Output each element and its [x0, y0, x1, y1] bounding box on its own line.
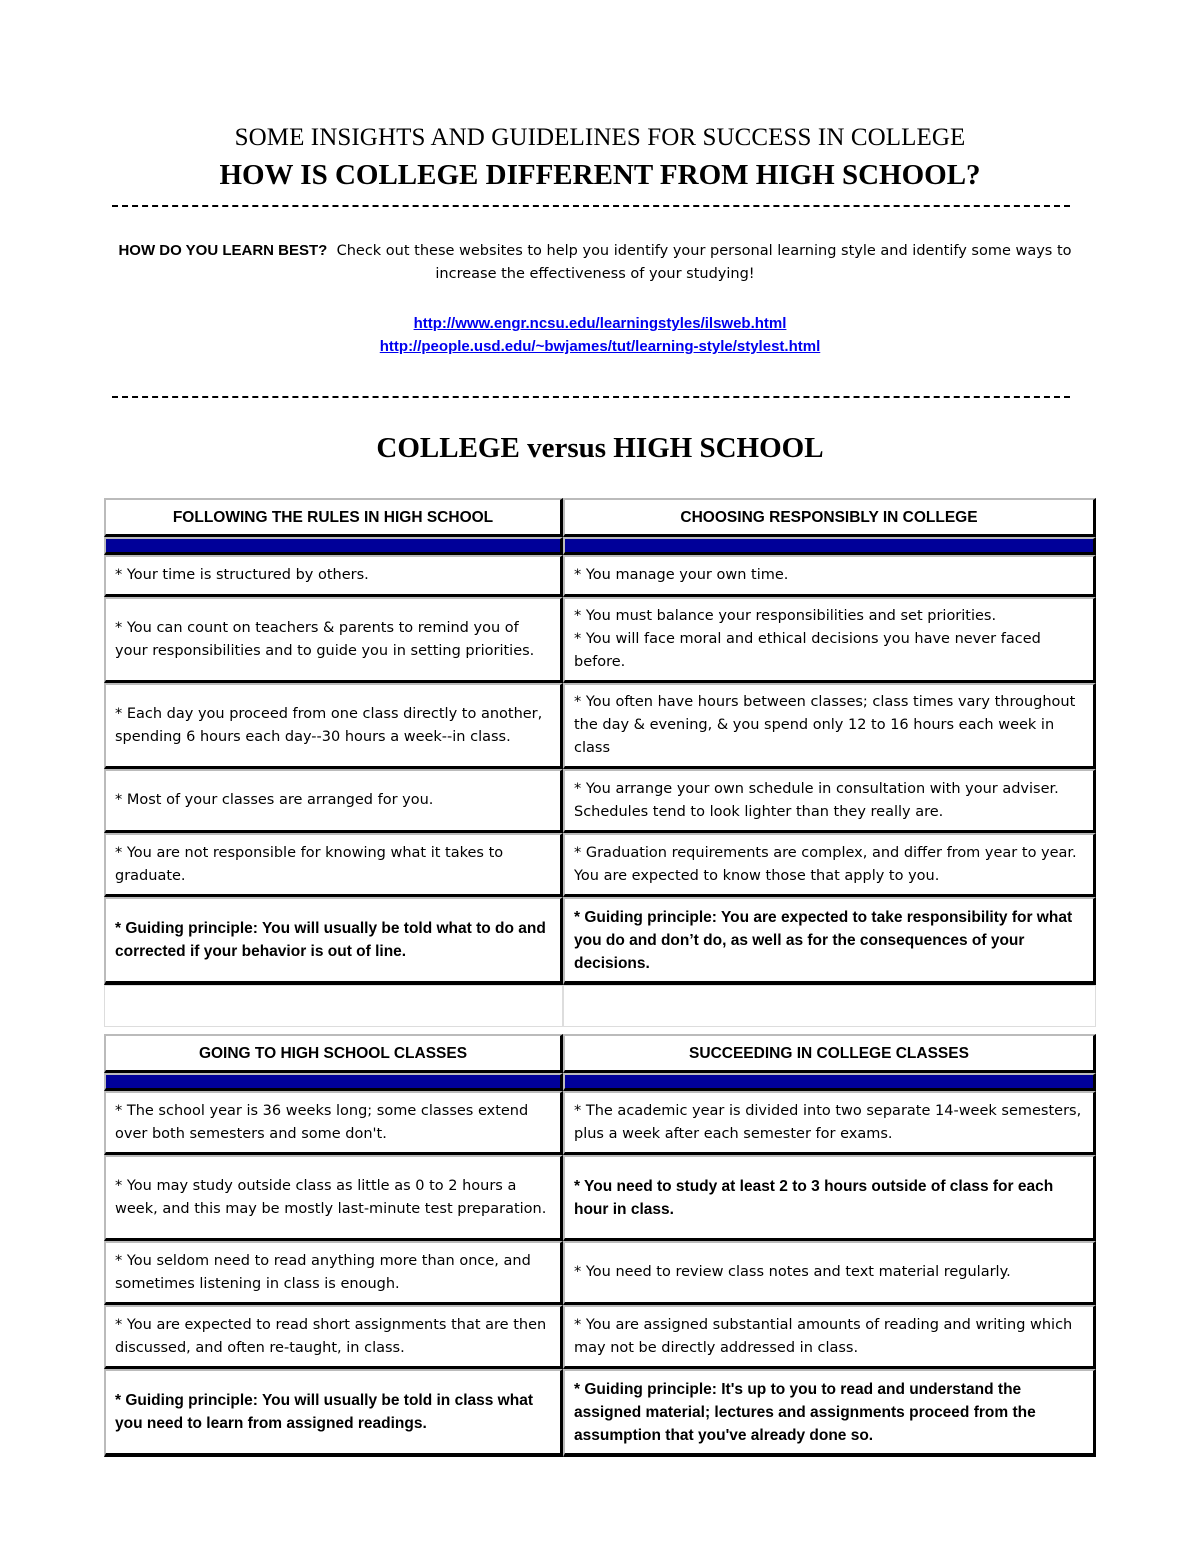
intro-paragraph	[100, 239, 1090, 286]
dashed-divider	[112, 205, 1070, 207]
table-cell: * You may study outside class as little as 0 to 2 hours a week, and this may be mostly last-minute test preparation.	[104, 1155, 563, 1241]
table-cell: * You often have hours between classes; class times vary throughout the day & evening, & you spend only 12 to 16 hours each week in class	[563, 683, 1096, 769]
table-cell: * You seldom need to read anything more than once, and sometimes listening in class is enough.	[104, 1241, 563, 1305]
spacer-cell	[104, 985, 563, 1027]
table-cell: * You are not responsible for knowing what it takes to graduate.	[104, 833, 563, 897]
document-supertitle: SOME INSIGHTS AND GUIDELINES FOR SUCCESS IN COLLEGE	[234, 124, 966, 151]
intro-text: Check out these websites to help you identify your personal learning style and identify some ways to increase the effectiveness of your studying!	[336, 243, 1072, 282]
table-cell: * You need to review class notes and text material regularly.	[563, 1241, 1096, 1305]
intro-lead: HOW DO YOU LEARN BEST?	[118, 242, 328, 259]
table-cell: * The school year is 36 weeks long; some classes extend over both semesters and some don't.	[104, 1091, 563, 1155]
learning-style-test-link[interactable]: http://people.usd.edu/~bwjames/tut/learning-style/stylest.html	[379, 338, 821, 355]
table-cell: * You manage your own time.	[563, 555, 1096, 597]
table-cell: * You are assigned substantial amounts of reading and writing which may not be directly addressed in class.	[563, 1305, 1096, 1369]
spacer-cell	[563, 985, 1096, 1027]
table-cell: * Most of your classes are arranged for you.	[104, 769, 563, 833]
links-list	[0, 312, 1200, 358]
rules-vs-responsibility-table	[104, 498, 1096, 1027]
table-cell: * Graduation requirements are complex, and differ from year to year. You are expected to know those that apply to you.	[563, 833, 1096, 897]
table-header-college: SUCCEEDING IN COLLEGE CLASSES	[563, 1034, 1096, 1073]
document-title: HOW IS COLLEGE DIFFERENT FROM HIGH SCHOOL?	[219, 159, 981, 191]
section-title: COLLEGE versus HIGH SCHOOL	[376, 432, 824, 464]
color-bar	[563, 537, 1096, 555]
table-cell: * You must balance your responsibilities and set priorities. * You will face moral and ethical decisions you have never faced before.	[563, 597, 1096, 683]
table-header-high-school: GOING TO HIGH SCHOOL CLASSES	[104, 1034, 563, 1073]
guiding-principle-cell: * Guiding principle: You will usually be told what to do and corrected if your behavior is out of line.	[104, 897, 563, 985]
table-cell: * You arrange your own schedule in consultation with your adviser. Schedules tend to look lighter than they really are.	[563, 769, 1096, 833]
table-cell: * You can count on teachers & parents to remind you of your responsibilities and to guide you in setting priorities.	[104, 597, 563, 683]
guiding-principle-cell: * Guiding principle: You will usually be told in class what you need to learn from assigned readings.	[104, 1369, 563, 1457]
table-cell: * You are expected to read short assignments that are then discussed, and often re-taught, in class.	[104, 1305, 563, 1369]
table-header-high-school: FOLLOWING THE RULES IN HIGH SCHOOL	[104, 498, 563, 537]
color-bar	[563, 1073, 1096, 1091]
table-cell: * You need to study at least 2 to 3 hours outside of class for each hour in class.	[563, 1155, 1096, 1241]
dashed-divider	[112, 396, 1070, 398]
color-bar	[104, 1073, 563, 1091]
table-cell: * The academic year is divided into two separate 14-week semesters, plus a week after each semester for exams.	[563, 1091, 1096, 1155]
learning-styles-link[interactable]: http://www.engr.ncsu.edu/learningstyles/ilsweb.html	[413, 315, 787, 332]
guiding-principle-cell: * Guiding principle: You are expected to take responsibility for what you do and don’t do, as well as for the consequences of your decisions.	[563, 897, 1096, 985]
color-bar	[104, 537, 563, 555]
table-cell: * Each day you proceed from one class directly to another, spending 6 hours each day--30 hours a week--in class.	[104, 683, 563, 769]
guiding-principle-cell: * Guiding principle: It's up to you to read and understand the assigned material; lectures and assignments proceed from the assumption that you've already done so.	[563, 1369, 1096, 1457]
table-cell: * Your time is structured by others.	[104, 555, 563, 597]
classes-comparison-table	[104, 1034, 1096, 1457]
table-header-college: CHOOSING RESPONSIBLY IN COLLEGE	[563, 498, 1096, 537]
